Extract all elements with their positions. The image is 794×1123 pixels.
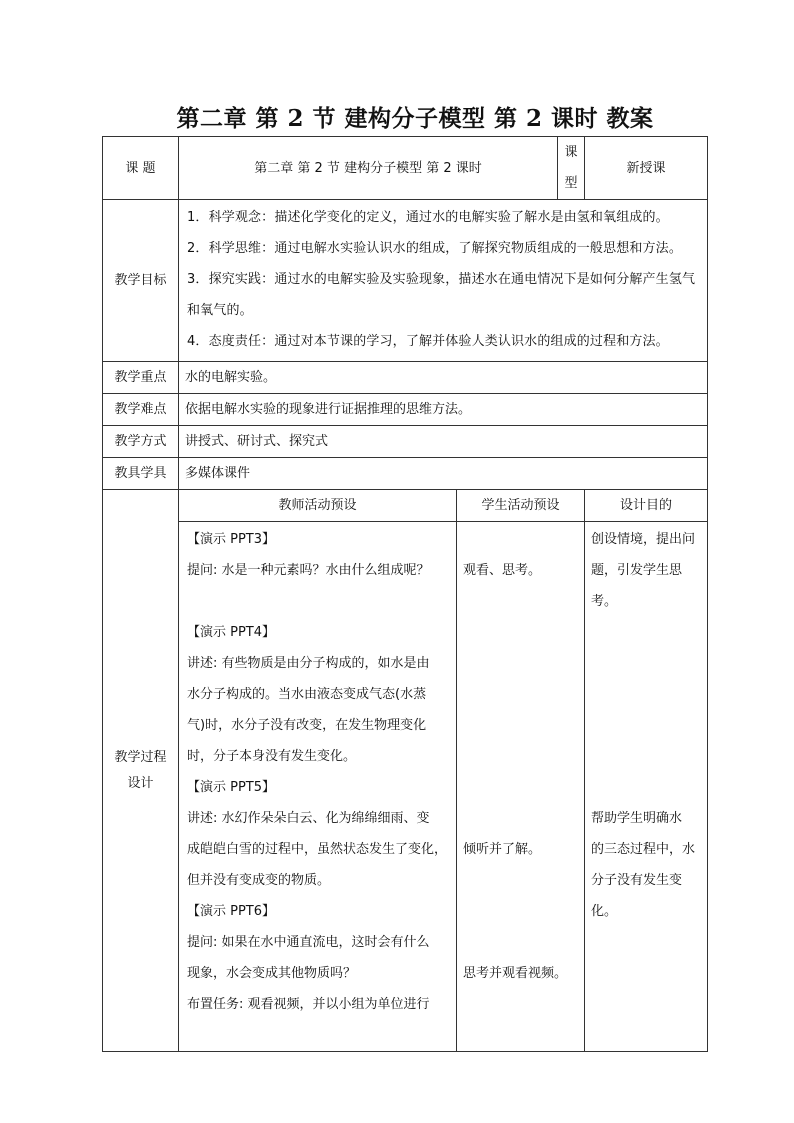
page-title: 第二章 第 2 节 建构分子模型 第 2 课时 教案 [176,105,654,132]
difficulty-value: 依据电解水实验的现象进行证据推理的思维方法。 [179,394,708,426]
student-activity-line [463,648,578,679]
design-purpose-line [591,617,703,648]
student-activity-line [463,586,578,617]
teacher-activity-line: 【演示 PPT4】 [187,625,276,640]
process-label [103,490,179,1052]
teacher-activity-line: 现象，水会变成其他物质吗？ [187,966,357,981]
topic-value: 第二章 第 2 节 建构分子模型 第 2 课时 [179,137,558,200]
design-purpose-line: 分子没有发生变 [591,873,683,888]
process-body-row [103,522,708,1052]
method-row [103,426,708,458]
teacher-activity-line: 布置任务: 观看视频，并以小组为单位进行 [187,997,430,1012]
student-activity-line: 观看、思考。 [463,563,542,578]
lesson-type-value: 新授课 [585,137,708,200]
tools-label: 教具学具 [103,458,179,490]
teacher-activity-line: 成皑皑白雪的过程中，虽然状态发生了变化， [187,842,448,857]
teacher-activity-line: 提问: 水是一种元素吗？水由什么组成呢？ [187,563,430,578]
key-point-value: 水的电解实验。 [179,362,708,394]
design-purpose-line: 创设情境，提出问 [591,532,696,547]
student-activity-line [463,772,578,803]
objective-item: 2．科学思维：通过电解水实验认识水的组成，了解探究物质组成的一般思想和方法。 [187,241,682,256]
design-purpose-line [591,772,703,803]
student-activity-line [463,865,578,896]
design-purpose-line: 题，引发学生思考。 [591,563,683,609]
teacher-activity-line: 讲述: 有些物质是由分子构成的，如水是由 [187,656,430,671]
design-purpose-cell [585,522,708,1052]
student-activity-line [463,741,578,772]
objective-item: 3．探究实践：通过水的电解实验及实验现象，描述水在通电情况下是如何分解产生氢气和氧气的。 [187,272,696,318]
teacher-activity-line: 但并没有变成变的物质。 [187,873,331,888]
key-point-label: 教学重点 [103,362,179,394]
student-activity-line [463,524,578,555]
student-activity-line: 倾听并了解。 [463,842,542,857]
teacher-activity-line: 【演示 PPT6】 [187,904,276,919]
teacher-activity-line: 提问: 如果在水中通直流电，这时会有什么 [187,935,430,950]
key-point-row [103,362,708,394]
topic-row [103,137,708,200]
difficulty-label: 教学难点 [103,394,179,426]
student-activity-cell [457,522,585,1052]
lesson-plan-table [102,136,708,1052]
student-activity-line [463,679,578,710]
process-header-row [103,490,708,522]
method-value: 讲授式、研讨式、探究式 [179,426,708,458]
design-purpose-line [591,741,703,772]
design-purpose-line [591,710,703,741]
design-purpose-line: 帮助学生明确水 [591,811,683,826]
teacher-activity-line: 讲述: 水幻作朵朵白云、化为绵绵细雨、变 [187,811,430,826]
student-activity-line [463,803,578,834]
teacher-activity-header: 教师活动预设 [179,490,457,522]
design-purpose-line [591,927,703,958]
teacher-activity-line: 水分子构成的。当水由液态变成气态(水蒸 [187,687,427,702]
method-label: 教学方式 [103,426,179,458]
teacher-activity-line: 时，分子本身没有发生变化。 [187,749,357,764]
objectives-label: 教学目标 [103,200,179,362]
objectives-cell [179,200,708,362]
objective-item: 1．科学观念：描述化学变化的定义，通过水的电解实验了解水是由氢和氧组成的。 [187,210,669,225]
design-purpose-line [591,989,703,1020]
design-purpose-line: 的三态过程中，水 [591,842,696,857]
teacher-activity-line: 气)时，水分子没有改变，在发生物理变化 [187,718,427,733]
objective-item: 4．态度责任：通过对本节课的学习，了解并体验人类认识水的组成的过程和方法。 [187,334,669,349]
design-purpose-line [591,958,703,989]
student-activity-header: 学生活动预设 [457,490,585,522]
design-purpose-line: 化。 [591,904,618,919]
design-purpose-line [591,648,703,679]
process-label-text: 教学过程设计 [114,749,167,791]
student-activity-line [463,617,578,648]
teacher-activity-line: 【演示 PPT5】 [187,780,276,795]
objectives-row [103,200,708,362]
student-activity-line [463,989,578,1020]
topic-label: 课 题 [103,137,179,200]
lesson-type-label: 课型 [558,137,585,200]
student-activity-line [463,927,578,958]
student-activity-line [463,896,578,927]
student-activity-line: 思考并观看视频。 [463,966,568,981]
teacher-activity-line [187,586,450,617]
design-purpose-line [591,1020,703,1051]
teacher-activity-cell [179,522,457,1052]
student-activity-line [463,710,578,741]
design-purpose-line [591,679,703,710]
tools-row [103,458,708,490]
design-purpose-header: 设计目的 [585,490,708,522]
tools-value: 多媒体课件 [179,458,708,490]
difficulty-row [103,394,708,426]
teacher-activity-line: 【演示 PPT3】 [187,532,276,547]
